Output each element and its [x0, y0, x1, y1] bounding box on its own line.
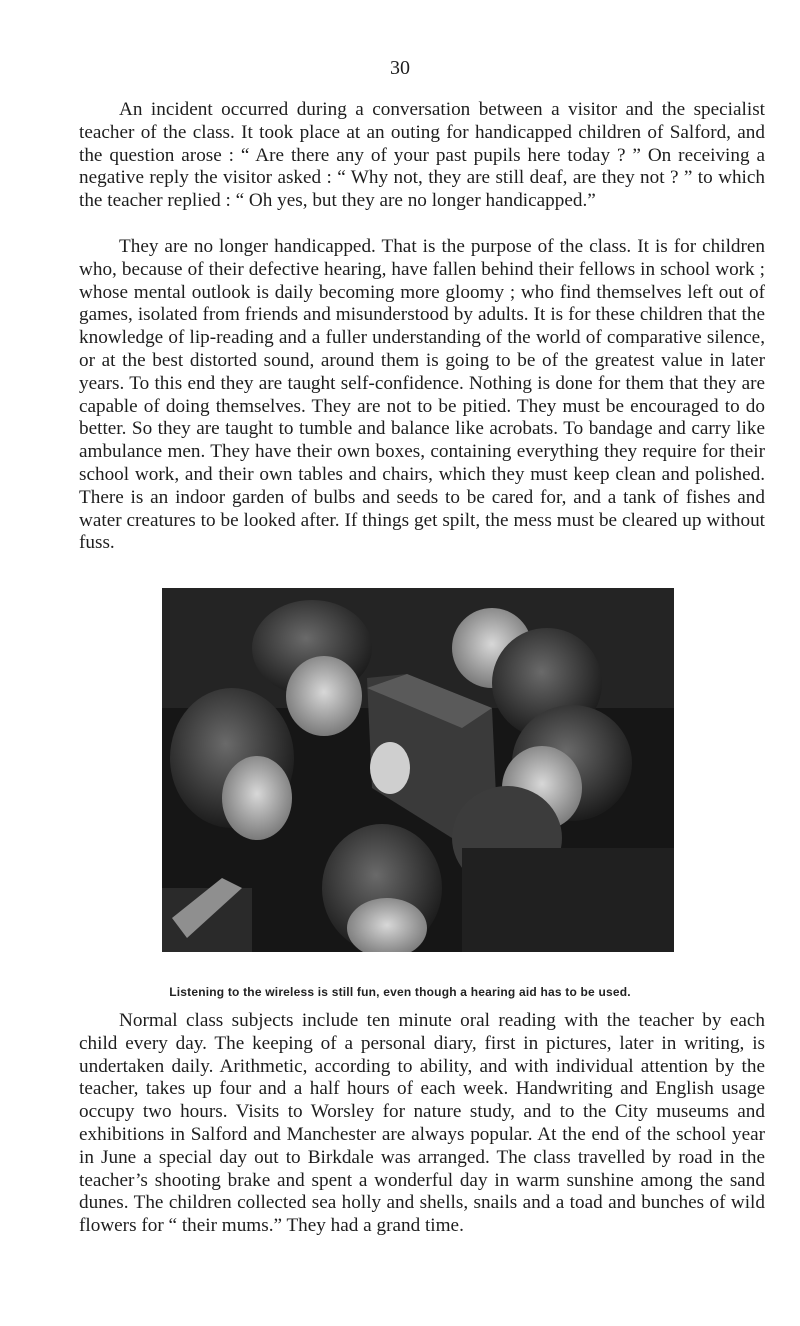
paragraph-purpose: They are no longer handicapped. That is the purpose of the class. It is for children who, because of their defective hearing, have fallen behind their fellows in school work ; whose mental outlook is daily becoming more gloomy ; who find themselves left out of games, isolated from friends and misunderstood by adults. It is for these children that the knowledge of lip-reading and a fuller understanding of the world of comparative silence, or at the best distorted sound, around them is going to be of the greatest value in later years. To this end they are taught self-confidence. Nothing is done for them that they are capable of doing themselves. They are not to be pitied. They must be encouraged to do better. So they are taught to tumble and balance like acrobats. To bandage and carry like ambulance men. They have their own boxes, containing everything they require for their school work, and their own tables and chairs, which they must keep clean and polished. There is an indoor garden of bulbs and seeds to be cared for, and a tank of fishes and water creatures to be looked after. If things get spilt, the mess must be cleared up without fuss.	[79, 236, 765, 554]
photo-caption: Listening to the wireless is still fun, even though a hearing aid has to be used.	[169, 985, 631, 999]
photograph-children-wireless	[162, 588, 674, 952]
paragraph-incident: An incident occurred during a conversation between a visitor and the specialist teacher of the class. It took place at an outing for handicapped children of Salford, and the question arose : “ Are there any of your past pupils here today ? ” On receiving a negative reply the visitor asked : “ Why not, they are still deaf, are they not ? ” to which the teacher replied : “ Oh yes, but they are no longer handicapped.”	[79, 99, 765, 212]
paragraph-class-subjects: Normal class subjects include ten minute oral reading with the teacher by each child every day. The keeping of a personal diary, first in pictures, later in writing, is undertaken daily. Arithmetic, according to ability, and with individual attention by the teacher, takes up four and a half hours of each week. Handwriting and English usage occupy two hours. Visits to Worsley for nature study, and to the City museums and exhibitions in Salford and Manchester are always popular. At the end of the school year in June a special day out to Birkdale was arranged. The class travelled by road in the teacher’s shooting brake and spent a wonderful day in warm sunshine among the sand dunes. The children collected sea holly and shells, snails and a toad and bunches of wild flowers for “ their mums.” They had a grand time.	[79, 1010, 765, 1237]
page-number: 30	[390, 57, 410, 79]
